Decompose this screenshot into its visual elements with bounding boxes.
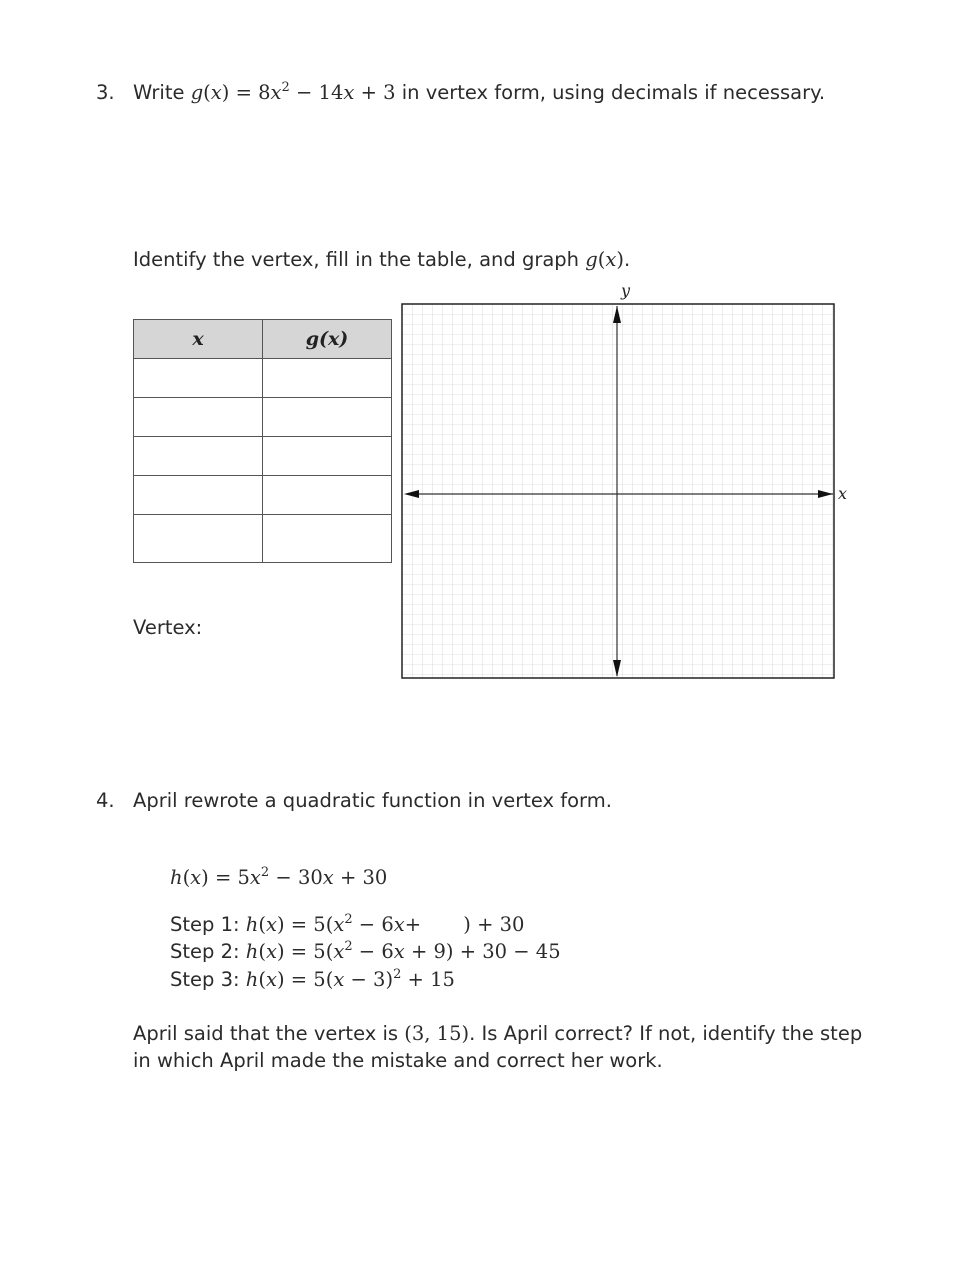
question-line-2: in which April made the mistake and correct her work. bbox=[133, 1049, 663, 1072]
table-cell-x[interactable] bbox=[134, 398, 263, 437]
step-1-label: Step 1: bbox=[170, 913, 246, 936]
table-cell-gx[interactable] bbox=[263, 476, 392, 515]
instruction-function: g(x) bbox=[585, 248, 624, 271]
step-3-expression: $h(x) = 5(x - 3)^2 + 15$ bbox=[245, 967, 455, 991]
table-header-row bbox=[134, 320, 392, 359]
table-cell-x[interactable] bbox=[134, 515, 263, 563]
table-row bbox=[134, 359, 392, 398]
problem-4-prompt: April rewrote a quadratic function in vertex form. bbox=[133, 789, 612, 812]
step-3 bbox=[170, 968, 455, 991]
table-cell-gx[interactable] bbox=[263, 437, 392, 476]
step-2-label: Step 2: bbox=[170, 940, 246, 963]
problem-3-instruction bbox=[133, 248, 630, 271]
vertex-label: Vertex: bbox=[133, 616, 203, 639]
prompt-end: in vertex form, using decimals if necessary. bbox=[395, 81, 826, 104]
table-header-gx: g(x) bbox=[263, 320, 392, 359]
step-1-expression: $h(x) = 5(x^2 - 6x+$ ) + 30 bbox=[245, 912, 525, 936]
step-2-expression: $h(x) = 5(x^2 - 6x + 9) + 30 - 45$ bbox=[245, 939, 561, 963]
table-cell-x[interactable] bbox=[134, 359, 263, 398]
y-axis-label: y bbox=[621, 282, 631, 300]
problem-3-number: 3. bbox=[96, 81, 115, 104]
table-cell-gx[interactable] bbox=[263, 359, 392, 398]
question-line-1 bbox=[133, 1022, 862, 1045]
question-vertex: (3, 15) bbox=[404, 1022, 470, 1045]
table-cell-gx[interactable] bbox=[263, 515, 392, 563]
table-cell-gx[interactable] bbox=[263, 398, 392, 437]
step-1 bbox=[170, 913, 524, 936]
step-2 bbox=[170, 940, 561, 963]
table-cell-x[interactable] bbox=[134, 476, 263, 515]
table-row bbox=[134, 398, 392, 437]
table-row bbox=[134, 437, 392, 476]
prompt-start: Write bbox=[133, 81, 191, 104]
table-row bbox=[134, 515, 392, 563]
problem-4-number: 4. bbox=[96, 789, 115, 812]
instruction-start: Identify the vertex, fill in the table, and graph bbox=[133, 248, 586, 271]
question-line-1-end: . Is April correct? If not, identify the step bbox=[469, 1022, 863, 1045]
table-cell-x[interactable] bbox=[134, 437, 263, 476]
step-3-label: Step 3: bbox=[170, 968, 246, 991]
function-g-expression: $g(x) = 8x^2 - 14x + 3$ bbox=[190, 80, 396, 104]
coordinate-grid[interactable] bbox=[395, 282, 855, 682]
instruction-end: . bbox=[623, 248, 631, 271]
values-table bbox=[133, 319, 392, 563]
table-row bbox=[134, 476, 392, 515]
given-function-h: $h(x) = 5x^2 - 30x + 30$ bbox=[170, 865, 388, 889]
problem-3-prompt bbox=[133, 81, 825, 104]
grid-lines bbox=[402, 304, 834, 678]
table-header-x: x bbox=[134, 320, 263, 359]
question-line-1-start: April said that the vertex is bbox=[133, 1022, 405, 1045]
x-axis-label: x bbox=[838, 484, 848, 503]
